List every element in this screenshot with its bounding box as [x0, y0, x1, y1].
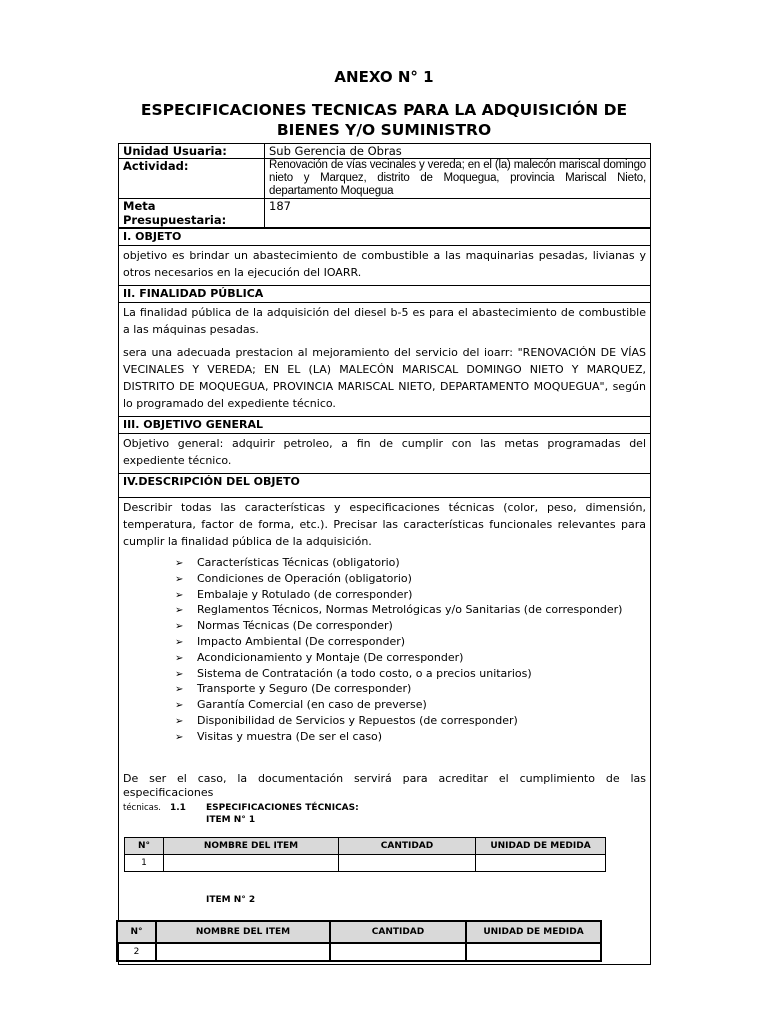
column-header-n: N° — [117, 921, 156, 943]
list-item: ➢ Impacto Ambiental (De corresponder) — [175, 635, 646, 651]
arrow-bullet-icon: ➢ — [175, 636, 184, 648]
list-item: ➢ Disponibilidad de Servicios y Repuestos (de corresponder) — [175, 714, 646, 730]
arrow-bullet-icon: ➢ — [175, 731, 184, 743]
list-item: ➢ Garantía Comercial (en caso de preverse) — [175, 698, 646, 714]
documentation-text: De ser el caso, la documentación servirá para acreditar el cumplimiento de las especificaciones — [123, 771, 646, 799]
arrow-bullet-icon: ➢ — [175, 652, 184, 664]
cell-n: 1 — [125, 855, 164, 872]
cell-n: 2 — [117, 943, 156, 961]
spec-title: ESPECIFICACIONES TÉCNICAS: — [206, 803, 359, 813]
actividad-value: Renovación de vías vecinales y vereda; en el (la) malecón mariscal domingo nieto y Marquez, distrito de Moquegua, provincia Mariscal Nieto, departamento Moquegua — [265, 159, 651, 199]
arrow-bullet-icon: ➢ — [175, 621, 184, 633]
list-item: ➢ Normas Técnicas (De corresponder) — [175, 619, 646, 635]
unidad-value: Sub Gerencia de Obras — [265, 144, 651, 159]
table-row — [125, 855, 606, 872]
arrow-bullet-icon: ➢ — [175, 668, 184, 680]
arrow-bullet-icon: ➢ — [175, 700, 184, 712]
meta-value: 187 — [265, 199, 651, 228]
documentation-note — [123, 772, 646, 815]
spec-number: 1.1 — [170, 803, 186, 813]
arrow-bullet-icon: ➢ — [175, 558, 184, 569]
document-title: ESPECIFICACIONES TECNICAS PARA LA ADQUISICIÓN DE BIENES Y/O SUMINISTRO — [140, 101, 628, 139]
item-1-table — [124, 837, 606, 872]
list-item: ➢ Acondicionamiento y Montaje (De corresponder) — [175, 651, 646, 667]
column-header-cantidad: CANTIDAD — [339, 838, 476, 855]
table-row — [117, 943, 601, 961]
arrow-bullet-icon: ➢ — [175, 684, 184, 696]
list-item: ➢ Visitas y muestra (De ser el caso) — [175, 730, 646, 746]
arrow-bullet-icon: ➢ — [175, 573, 184, 585]
column-header-nombre: NOMBRE DEL ITEM — [164, 838, 339, 855]
cell-unidad — [466, 943, 601, 961]
meta-row — [119, 199, 651, 228]
column-header-unidad: UNIDAD DE MEDIDA — [476, 838, 606, 855]
list-item: ➢ Transporte y Seguro (De corresponder) — [175, 682, 646, 698]
list-item: ➢ Condiciones de Operación (obligatorio) — [175, 572, 646, 588]
cell-cantidad — [330, 943, 466, 961]
column-header-unidad: UNIDAD DE MEDIDA — [466, 921, 601, 943]
objeto-text: objetivo es brindar un abastecimiento de combustible a las maquinarias pesadas, livianas y otros necesarios en la ejecución del IOARR. — [119, 246, 650, 286]
objetivo-text: Objetivo general: adquirir petroleo, a fin de cumplir con las metas programadas del expediente técnico. — [119, 434, 650, 474]
cell-cantidad — [339, 855, 476, 872]
arrow-bullet-icon: ➢ — [175, 589, 184, 601]
objeto-heading: I. OBJETO — [119, 229, 650, 246]
list-item: ➢ Sistema de Contratación (a todo costo, o a precios unitarios) — [175, 667, 646, 683]
finalidad-body — [119, 303, 650, 417]
descripcion-body — [119, 498, 650, 816]
column-header-n: N° — [125, 838, 164, 855]
meta-label: Meta Presupuestaria: — [119, 199, 265, 228]
info-table — [118, 143, 651, 228]
arrow-bullet-icon: ➢ — [175, 605, 184, 617]
objetivo-heading: III. OBJETIVO GENERAL — [119, 417, 650, 434]
cell-nombre — [164, 855, 339, 872]
arrow-bullet-icon: ➢ — [175, 715, 184, 727]
table-header-row — [117, 921, 601, 943]
annex-title: ANEXO N° 1 — [334, 68, 434, 86]
unidad-row — [119, 144, 651, 159]
requirements-list — [123, 556, 646, 746]
finalidad-heading: II. FINALIDAD PÚBLICA — [119, 286, 650, 303]
list-item: ➢ Embalaje y Rotulado (de corresponder) — [175, 588, 646, 604]
descripcion-heading: IV.DESCRIPCIÓN DEL OBJETO — [119, 474, 650, 498]
finalidad-paragraph-2: sera una adecuada prestacion al mejoramiento del servicio del ioarr: "RENOVACIÓN DE VÍAS VECINALES Y VEREDA; EN EL (LA) MALECÓN MARISCAL DOMINGO NIETO Y MARQUEZ, DISTRITO DE MOQUEGUA, PROVINCIA MARISCAL NIETO, DEPARTAMENTO MOQUEGUA", según lo programado del expediente técnico. — [123, 346, 646, 410]
actividad-label: Actividad: — [119, 159, 265, 199]
item-2-label: ITEM N° 2 — [206, 895, 256, 905]
list-item: ➢ Características Técnicas (obligatorio) — [175, 556, 646, 572]
descripcion-text: Describir todas las características y especificaciones técnicas (color, peso, dimensión, temperatura, factor de forma, etc.). Precisar las características funcionales relevantes para cumplir la finalidad pública de la adquisición. — [123, 501, 646, 548]
cell-unidad — [476, 855, 606, 872]
actividad-row — [119, 159, 651, 199]
table-header-row — [125, 838, 606, 855]
column-header-nombre: NOMBRE DEL ITEM — [156, 921, 330, 943]
item-2-table — [116, 920, 602, 962]
item-1-label: ITEM N° 1 — [206, 815, 256, 825]
column-header-cantidad: CANTIDAD — [330, 921, 466, 943]
finalidad-paragraph-1: La finalidad pública de la adquisición del diesel b-5 es para el abastecimiento de combustible a las máquinas pesadas. — [123, 306, 646, 336]
cell-nombre — [156, 943, 330, 961]
list-item: ➢ Reglamentos Técnicos, Normas Metrológicas y/o Sanitarias (de corresponder) — [175, 603, 646, 619]
unidad-label: Unidad Usuaria: — [119, 144, 265, 159]
documentation-text-end: técnicas. — [123, 802, 161, 813]
